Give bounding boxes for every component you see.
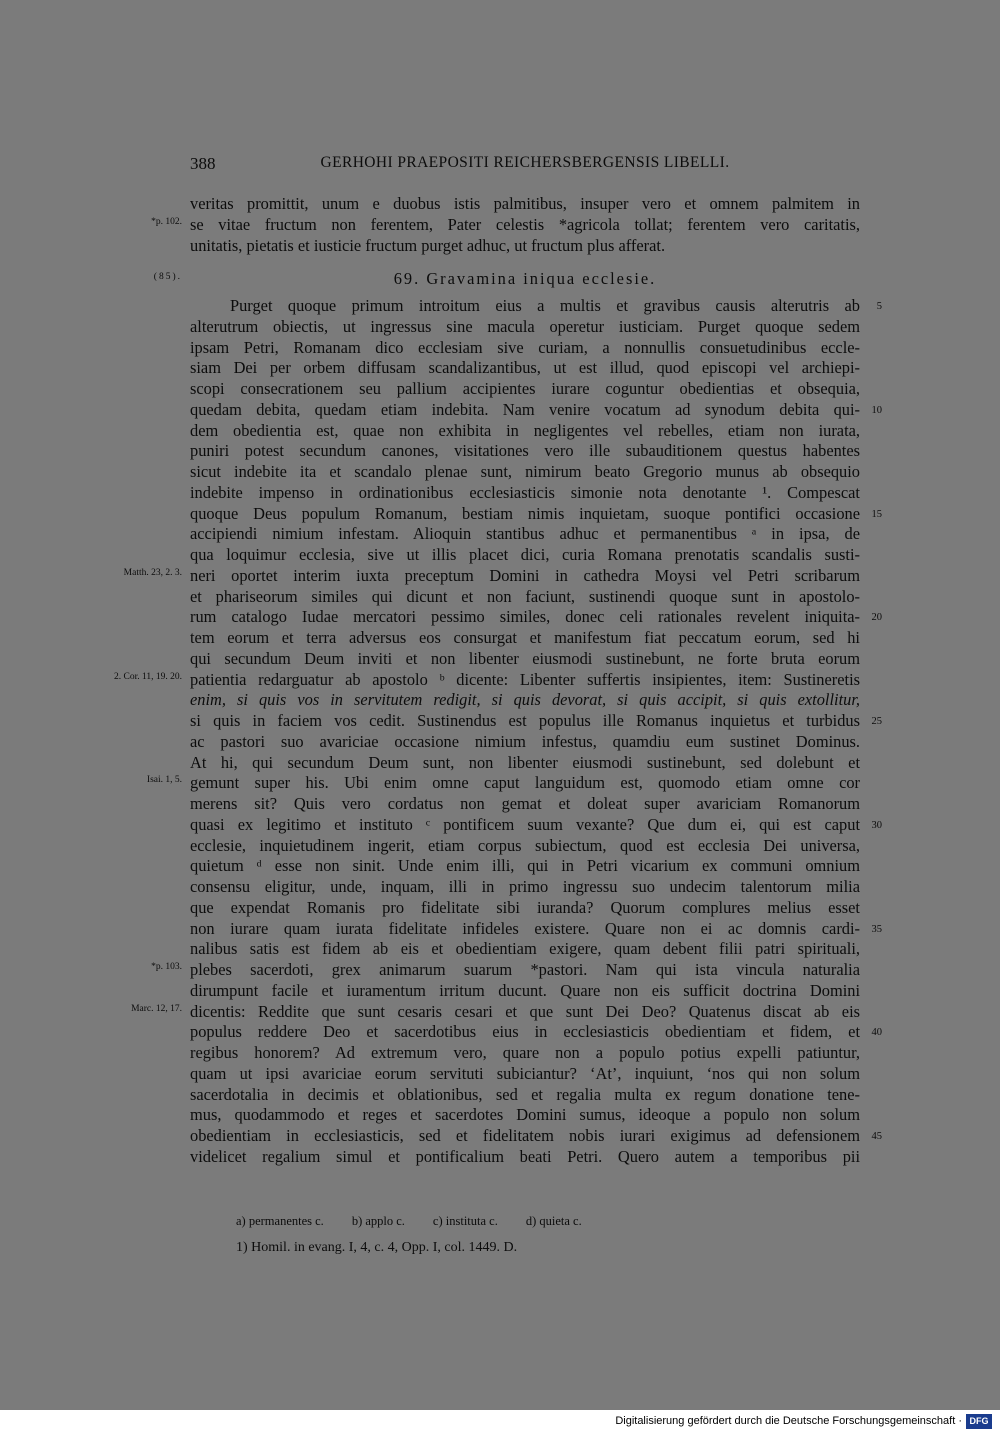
line-text: indebite impenso in ordinationibus ecclesiasticis simonie nota denotante ¹. Compescat: [190, 482, 860, 502]
line-text: Purget quoque primum introitum eius a multis et gravibus causis alterutris ab: [230, 296, 860, 315]
text-line: [190, 1105, 860, 1126]
line-text: consensu eligitur, unde, inquam, illi in primo ingressu suo undecim talentorum milia: [190, 877, 860, 896]
margin-reference: *p. 102.: [151, 216, 182, 227]
credit-text: Digitalisierung gefördert durch die Deutsche Forschungsgemeinschaft ·: [615, 1415, 962, 1427]
line-text: videlicet regalium simul et pontificalium beati Petri. Quero autem a temporibus pii: [190, 1146, 860, 1166]
text-line: [190, 856, 860, 877]
text-line: [190, 483, 860, 504]
continued-text: [151, 194, 860, 256]
line-text: dicentis: Reddite que sunt cesaris cesari et que sunt Dei Deo? Quatenus discat ab eis: [190, 1001, 860, 1021]
line-text: si quis in faciem vos cedit. Sustinendus est populus ille Romanus inquietus et turbidus: [190, 711, 860, 730]
margin-reference: Marc. 12, 17.: [131, 1003, 182, 1014]
line-text: enim, si quis vos in servitutem redigit, si quis devorat, si quis accipit, si quis extollitur,: [190, 690, 860, 710]
line-text: sicut indebite ita et scandalo plenae sunt, nimirum beato Gregorio munus ab obsequio: [190, 462, 860, 481]
line-number: 15: [871, 508, 882, 520]
line-number: 35: [871, 923, 882, 935]
text-line: [114, 669, 860, 691]
text-line: [190, 628, 860, 649]
section-title: 69. Gravamina iniqua ecclesie.: [393, 269, 657, 288]
text-line: [190, 1064, 860, 1085]
line-text: rum catalogo Iudae mercatori pessimo similes, donec celi rationales revelent iniquita-: [190, 607, 860, 627]
line-text: neri oportet interim iuxta preceptum Domini in cathedra Moysi vel Petri scribarum: [190, 565, 860, 585]
text-line: [146, 773, 860, 794]
line-text: At hi, qui secundum Deum sunt, non libenter eiusmodi sustinebunt, sed dolebunt et: [190, 752, 860, 772]
text-line: [190, 732, 860, 753]
text-line: [190, 462, 860, 483]
text-line: [151, 214, 860, 236]
line-number: 40: [871, 1027, 882, 1039]
text-line: [190, 587, 860, 608]
line-text: non iurare quam iurata fidelitate infideles existere. Quare non ei ac domnis cardi-: [190, 918, 860, 938]
margin-reference: Isai. 1, 5.: [146, 775, 182, 786]
text-line: [190, 421, 860, 442]
line-text: merens sit? Quis vero cordatus non gemat et doleat super avariciam Romanorum: [190, 794, 860, 813]
text-line: [190, 753, 860, 774]
line-text: plebes sacerdoti, grex animarum suarum *pastori. Nam qui ista vincula naturalia: [190, 960, 860, 979]
page-number: 388: [190, 154, 216, 173]
dfg-logo: DFG: [966, 1414, 992, 1429]
text-line: [190, 607, 882, 628]
line-number: 5: [876, 301, 882, 312]
digitization-credit-bar: [0, 1410, 1000, 1434]
text-line: [190, 981, 860, 1002]
line-number: 45: [871, 1131, 882, 1142]
textual-footnotes: [236, 1214, 610, 1229]
running-title: GERHOHI PRAEPOSITI REICHERSBERGENSIS LIBELLI.: [320, 154, 730, 171]
text-line: [190, 918, 882, 940]
line-number: 30: [871, 819, 882, 831]
text-line: [151, 960, 860, 981]
source-footnote-text: 1) Homil. in evang. I, 4, c. 4, Opp. I, col. 1449. D.: [236, 1240, 518, 1255]
line-text: populus reddere Deo et sacerdotibus eius in ecclesiasticis obedientiam et fidem, et: [190, 1022, 860, 1042]
text-line: [190, 399, 882, 421]
section-margin-number: (85).: [153, 272, 182, 282]
text-line: [190, 1085, 860, 1106]
line-number: 25: [871, 716, 882, 727]
text-line: [190, 503, 882, 525]
line-number: 10: [871, 404, 882, 416]
line-text: ipsam Petri, Romanam dico ecclesiam sive curiam, a nonnullis consuetudinibus eccle-: [190, 337, 860, 357]
line-text: tem eorum et terra adversus eos consurgat et manifestum fiat peccatum eorum, sed hi: [190, 628, 860, 647]
text-line: [190, 236, 860, 257]
text-line: [190, 441, 860, 462]
text-line: [131, 1001, 860, 1023]
text-line: [190, 358, 860, 379]
line-text: puniri potest secundum canones, visitationes vero ille subauditionem questus habentes: [190, 441, 860, 461]
line-text: ecclesie, inquietudinem ingerit, etiam corpus subiectum, quod est ecclesia Dei universa,: [190, 835, 860, 855]
text-line: [190, 194, 860, 215]
line-text: se vitae fructum non ferentem, Pater celestis *agricola tollat; ferentem vero caritatis,: [190, 214, 860, 234]
line-text: obedientiam in ecclesiasticis, sed et fidelitatem nobis iurari exigimus ad defensionem: [190, 1126, 860, 1145]
text-line: [190, 524, 860, 545]
text-line: [190, 296, 882, 317]
line-text: scopi consecrationem seu pallium accipientes iurare coguntur obedientias et obsequia,: [190, 379, 860, 398]
text-line: [190, 794, 860, 815]
footnote-item: d) quieta c.: [525, 1214, 582, 1228]
line-text: alterutrum obiectis, ut ingressus sine macula operetur iusticiam. Purget quoque sedem: [190, 316, 860, 336]
line-text: qua loquimur ecclesia, sive ut illis placet dici, curia Romana prenotatis scandalis susti-: [190, 545, 860, 564]
line-text: quedam debita, quedam etiam indebita. Nam venire vocatum ad synodum debita qui-: [190, 399, 860, 419]
text-line: [190, 379, 860, 400]
line-text: qui secundum Deum inviti et non libenter eiusmodi sustinebunt, ne forte bruta eorum: [190, 648, 860, 668]
footnote-item: c) instituta c.: [432, 1214, 498, 1228]
line-text: que expendat Romanis pro fidelitate sibi iuranda? Quorum complures melius esset: [190, 897, 860, 917]
text-line: [190, 1043, 860, 1064]
line-text: patientia redarguatur ab apostolo ᵇ dicente: Libenter suffertis insipientes, item: Sustineretis: [190, 669, 860, 689]
text-line: [190, 836, 860, 857]
footnote-item: a) permanentes c.: [236, 1214, 324, 1228]
text-line: [190, 545, 860, 566]
line-number: 20: [871, 612, 882, 624]
text-line: [190, 1022, 882, 1043]
text-line: [123, 565, 860, 587]
main-text: [114, 296, 882, 1168]
page-header: [190, 154, 860, 182]
margin-reference: *p. 103.: [151, 962, 182, 972]
line-text: dirumpunt facile et iuramentum irritum ducunt. Quare non eis sufficit doctrina Domini: [190, 980, 860, 1000]
line-text: quasi ex legitimo et instituto ᶜ pontificem suum vexante? Que dum ei, qui est caput: [190, 814, 860, 834]
margin-reference: 2. Cor. 11, 19. 20.: [114, 671, 182, 682]
source-footnote: [236, 1240, 517, 1256]
text-line: [190, 711, 882, 732]
line-text: dem obedientia est, quae non exhibita in negligentes vel rebelles, etiam non iurata,: [190, 420, 860, 440]
line-text: quoque Deus populum Romanum, bestiam nimis inquietam, suoque pontifici occasione: [190, 503, 860, 523]
line-text: nalibus satis est fidem ab eis et obedientiam exigere, quam debent filii patri spirituali,: [190, 939, 860, 959]
line-text: quietum ᵈ esse non sinit. Unde enim illi, qui in Petri vicarium ex communi omnium: [190, 856, 860, 876]
text-line: [190, 1126, 882, 1147]
text-line: [190, 690, 860, 711]
text-line: [190, 649, 860, 670]
text-line: [190, 877, 860, 898]
line-text: et phariseorum similes qui dicunt et non faciunt, sustinendi quoque sunt in apostolo-: [190, 586, 860, 606]
line-text: mus, quodammodo et reges et sacerdotes Domini sumus, ideoque a populo non solum: [190, 1105, 860, 1125]
footnote-item: b) applo c.: [351, 1214, 405, 1228]
line-text: gemunt super his. Ubi enim omne caput languidum est, quomodo etiam omne cor: [190, 773, 860, 793]
margin-reference: Matth. 23, 2. 3.: [123, 567, 182, 578]
line-text: siam Dei per orbem diffusam scandalizantibus, ut est illud, quod episcopi vel archiepi-: [190, 358, 860, 378]
text-line: [190, 317, 860, 338]
line-text: accipiendi nimium infestam. Alioquin stantibus adhuc et permanentibus ᵃ in ipsa, de: [190, 524, 860, 544]
text-line: [190, 898, 860, 919]
text-line: [190, 338, 860, 359]
text-line: [190, 814, 882, 836]
section-heading: [153, 268, 860, 290]
line-text: quam ut ipsi avariciae eorum servituti subiciantur? ‘At’, inquiunt, ‘nos qui non solum: [190, 1063, 860, 1083]
line-text: regibus honorem? Ad extremum vero, quare non a populo potius expelli patiuntur,: [190, 1043, 860, 1062]
line-text: ac pastori suo avariciae occasione nimium infestus, quamdiu eum sustinet Dominus.: [190, 731, 860, 751]
text-line: [190, 939, 860, 960]
text-line: [190, 1147, 860, 1168]
line-text: veritas promittit, unum e duobus istis palmitibus, insuper vero et omnem palmitem in: [190, 194, 860, 213]
line-text: sacerdotalia in decimis et oblationibus, sed et regalia multa ex regum donatione tene-: [190, 1084, 860, 1104]
line-text: unitatis, pietatis et iusticie fructum purget adhuc, ut fructum plus afferat.: [190, 235, 666, 255]
